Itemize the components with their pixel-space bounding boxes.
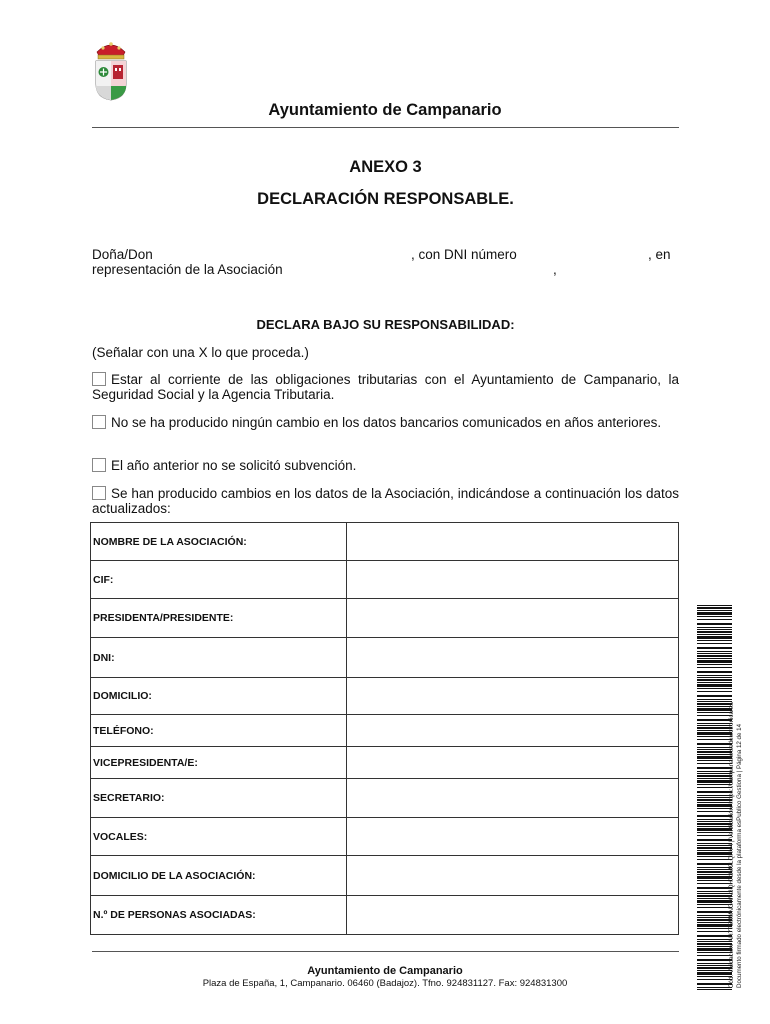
row-label: SECRETARIO:	[91, 779, 347, 818]
table-row	[91, 638, 679, 678]
row-label: NOMBRE DE LA ASOCIACIÓN:	[91, 523, 347, 561]
header-divider	[92, 127, 679, 128]
row-value-field[interactable]	[347, 856, 679, 896]
table-row	[91, 678, 679, 715]
table-row	[91, 747, 679, 779]
validation-barcode	[697, 605, 732, 990]
row-label: DOMICILIO DE LA ASOCIACIÓN:	[91, 856, 347, 896]
instruction-text: (Señalar con una X lo que proceda.)	[92, 345, 309, 360]
intro-en: , en	[648, 247, 671, 262]
validation-side-text	[728, 608, 744, 988]
footer-address: Plaza de España, 1, Campanario. 06460 (Badajoz). Tfno. 924831127. Fax: 924831300	[202, 978, 568, 989]
checkbox-tributarias[interactable]	[92, 372, 106, 386]
table-row	[91, 856, 679, 896]
row-label: DNI:	[91, 638, 347, 678]
table-row	[91, 715, 679, 747]
checkbox-datos-bancarios[interactable]	[92, 415, 106, 429]
document-heading: DECLARACIÓN RESPONSABLE.	[257, 190, 514, 208]
table-row	[91, 779, 679, 818]
declara-heading: DECLARA BAJO SU RESPONSABILIDAD:	[256, 317, 515, 332]
row-value-field[interactable]	[347, 818, 679, 856]
option-label: El año anterior no se solicitó subvención.	[111, 458, 357, 473]
intro-dni: , con DNI número	[411, 247, 517, 262]
option-label: Se han producido cambios en los datos de la Asociación, indicándose a continuación los datos actualizados:	[92, 486, 679, 516]
row-value-field[interactable]	[347, 715, 679, 747]
option-no-subvencion	[92, 458, 679, 473]
annex-number: ANEXO 3	[349, 158, 422, 176]
row-label: PRESIDENTA/PRESIDENTE:	[91, 599, 347, 638]
option-label: Estar al corriente de las obligaciones tributarias con el Ayuntamiento de Campanario, la Seguridad Social y la Agencia Tributaria.	[92, 372, 679, 402]
option-label: No se ha producido ningún cambio en los datos bancarios comunicados en años anteriores.	[111, 415, 662, 430]
row-value-field[interactable]	[347, 779, 679, 818]
footer-name: Ayuntamiento de Campanario	[307, 965, 463, 977]
row-label: TELÉFONO:	[91, 715, 347, 747]
signature-notice: Documento firmado electrónicamente desde la plataforma esPublico Gestiona | Página 12 de 14	[736, 723, 743, 988]
row-label: N.º DE PERSONAS ASOCIADAS:	[91, 896, 347, 935]
row-value-field[interactable]	[347, 896, 679, 935]
row-label: CIF:	[91, 561, 347, 599]
row-value-field[interactable]	[347, 638, 679, 678]
row-label: VOCALES:	[91, 818, 347, 856]
row-value-field[interactable]	[347, 523, 679, 561]
option-datos-bancarios	[92, 415, 679, 430]
checkbox-no-subvencion[interactable]	[92, 458, 106, 472]
option-tributarias	[92, 372, 679, 402]
option-cambios-asociacion	[92, 486, 679, 516]
table-row	[91, 818, 679, 856]
row-value-field[interactable]	[347, 747, 679, 779]
asociacion-data-table	[90, 522, 679, 935]
row-value-field[interactable]	[347, 561, 679, 599]
footer-divider	[92, 951, 679, 952]
intro-comma: ,	[553, 262, 557, 277]
validation-code: Cód. Validación: AH7T5MMNGWN3QHX3M9LQHY4 | Verificación: https://campanario.sedelectronica.es/	[728, 701, 735, 988]
table-row	[91, 561, 679, 599]
intro-dona-don: Doña/Don	[92, 247, 153, 262]
row-value-field[interactable]	[347, 678, 679, 715]
row-label: VICEPRESIDENTA/E:	[91, 747, 347, 779]
coat-of-arms-logo	[92, 38, 130, 102]
table-row	[91, 523, 679, 561]
table-row	[91, 896, 679, 935]
checkbox-cambios-asociacion[interactable]	[92, 486, 106, 500]
intro-representacion: representación de la Asociación	[92, 262, 283, 277]
row-label: DOMICILIO:	[91, 678, 347, 715]
row-value-field[interactable]	[347, 599, 679, 638]
header-title: Ayuntamiento de Campanario	[268, 101, 502, 119]
table-row	[91, 599, 679, 638]
